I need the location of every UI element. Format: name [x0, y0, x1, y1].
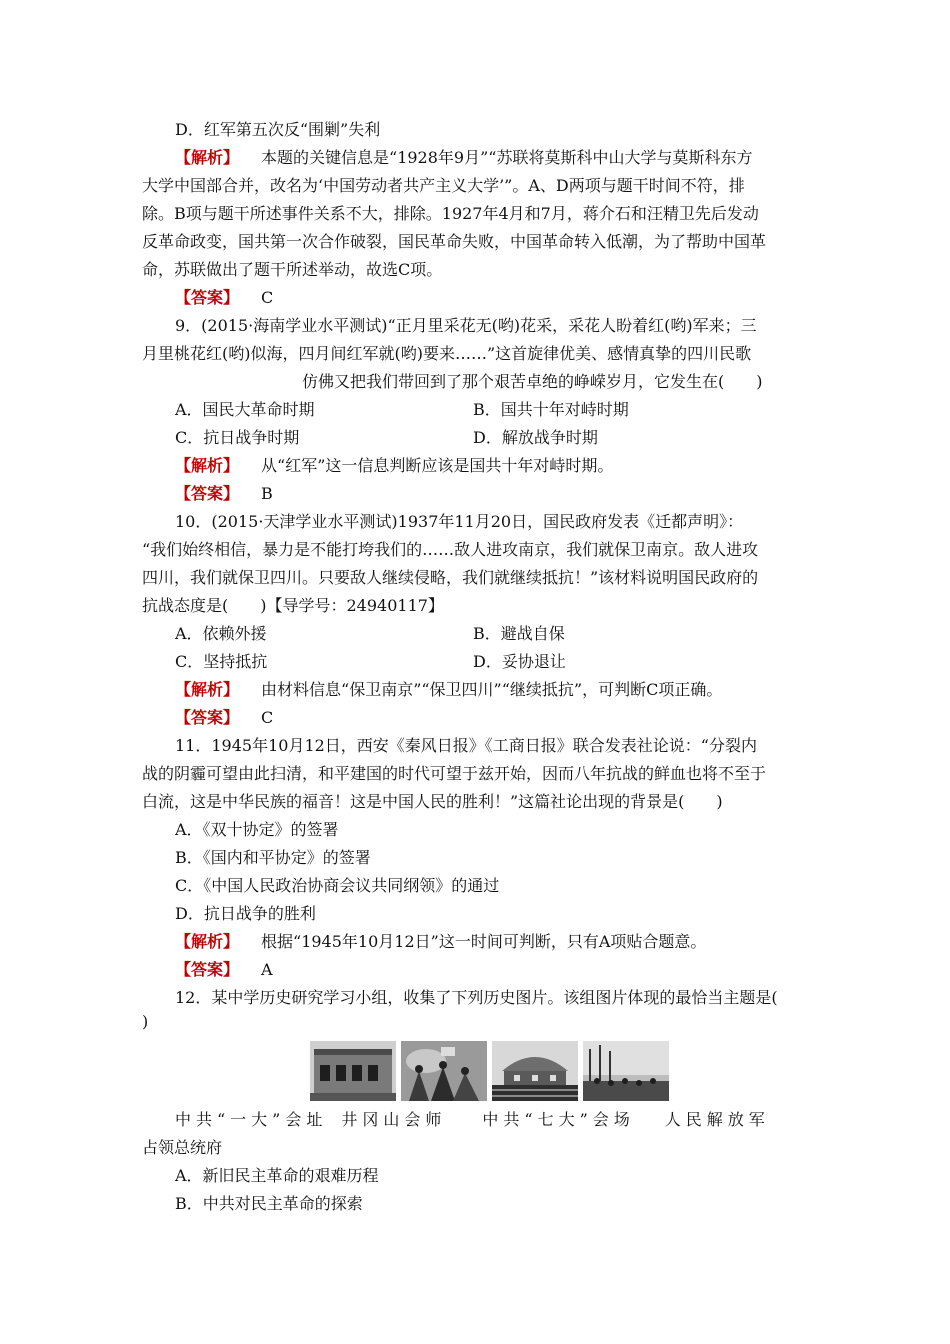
q10-option-d: D．妥协退让	[473, 652, 566, 671]
analysis-text: 本题的关键信息是“1928年9月”“苏联将莫斯科中山大学与莫斯科东方	[261, 148, 753, 167]
q9-stem-line-1: 9．(2015·海南学业水平测试)“正月里采花无(哟)花采，采花人盼着红(哟)军来；三	[175, 316, 757, 335]
answer-value: A	[261, 960, 273, 979]
q11-option-a: A．《双十协定》的签署	[175, 820, 339, 839]
caption-2: 井冈山会师	[341, 1110, 447, 1129]
photo-cpc-seventh-congress-hall	[492, 1041, 578, 1101]
caption-4-wrap: 占领总统府	[142, 1138, 223, 1157]
q11-option-c: C．《中国人民政治协商会议共同纲领》的通过	[175, 876, 500, 895]
q9-analysis	[175, 455, 613, 477]
caption-3: 中共“七大”会场	[482, 1110, 635, 1129]
photo-jinggangshan-meeting	[401, 1041, 487, 1101]
q11-stem-line-2: 战的阴霾可望由此扫清，和平建国的时代可望于兹开始，因而八年抗战的鲜血也将不至于	[142, 764, 767, 783]
q10-option-a: A．依赖外援	[175, 624, 267, 643]
q11-answer	[175, 959, 273, 981]
q9-option-a: A．国民大革命时期	[175, 400, 315, 419]
q12-option-b: B．中共对民主革命的探索	[175, 1194, 363, 1213]
q10-stem-line-4: 抗战态度是( )【导学号：24940117】	[142, 596, 444, 615]
q8-analysis-line-4: 反革命政变，国共第一次合作破裂，国民革命失败，中国革命转入低潮，为了帮助中国革	[142, 232, 767, 251]
q10-analysis	[175, 679, 722, 701]
q12-stem-line-2: )	[142, 1012, 149, 1031]
q9-answer	[175, 483, 273, 505]
q9-option-c: C．抗日战争时期	[175, 428, 300, 447]
q10-option-c: C．坚持抵抗	[175, 652, 268, 671]
answer-tag: 【答案】	[175, 708, 240, 727]
answer-tag: 【答案】	[175, 484, 240, 503]
q8-analysis-line-3: 除。B项与题干所述事件关系不大，排除。1927年4月和7月，蒋介石和汪精卫先后发动	[142, 204, 759, 223]
analysis-text: 从“红军”这一信息判断应该是国共十年对峙时期。	[261, 456, 614, 475]
q10-stem-line-1: 10．(2015·天津学业水平测试)1937年11月20日，国民政府发表《迁都声明》：	[175, 512, 744, 531]
photo-cpc-first-congress-site	[310, 1041, 396, 1101]
q8-answer	[175, 287, 273, 309]
q8-option-d: D．红军第五次反“围剿”失利	[175, 120, 381, 139]
q12-stem-line-1: 12．某中学历史研究学习小组，收集了下列历史图片。该组图片体现的最恰当主题是(	[175, 988, 778, 1007]
answer-value: C	[261, 288, 274, 307]
answer-value: C	[261, 708, 274, 727]
analysis-text: 根据“1945年10月12日”这一时间可判断，只有A项贴合题意。	[261, 932, 707, 951]
analysis-tag: 【解析】	[175, 456, 240, 475]
analysis-text: 由材料信息“保卫南京”“保卫四川”“继续抵抗”，可判断C项正确。	[261, 680, 723, 699]
q10-stem-line-3: 四川，我们就保卫四川。只要敌人继续侵略，我们就继续抵抗！”该材料说明国民政府的	[142, 568, 759, 587]
q9-stem-line-2: 月里桃花红(哟)似海，四月间红军就(哟)要来……”这首旋律优美、感情真挚的四川民歌	[142, 344, 752, 363]
answer-value: B	[261, 484, 273, 503]
caption-4: 人民解放军	[664, 1110, 770, 1129]
analysis-tag: 【解析】	[175, 680, 240, 699]
photo-pla-occupies-presidential-palace	[583, 1041, 669, 1101]
q11-analysis	[175, 931, 706, 953]
q8-analysis-line-2: 大学中国部合并，改名为‘中国劳动者共产主义大学’”。A、D两项与题干时间不符，排	[142, 176, 745, 195]
q8-analysis-line-5: 命，苏联做出了题干所述举动，故选C项。	[142, 260, 443, 279]
q11-stem-line-3: 白流，这是中华民族的福音！这是中国人民的胜利！”这篇社论出现的背景是( )	[142, 792, 723, 811]
answer-tag: 【答案】	[175, 288, 240, 307]
q12-option-a: A．新旧民主革命的艰难历程	[175, 1166, 379, 1185]
q11-stem-line-1: 11．1945年10月12日，西安《秦风日报》《工商日报》联合发表社论说：“分裂内	[175, 736, 757, 755]
q9-option-b: B．国共十年对峙时期	[473, 400, 629, 419]
q11-option-d: D．抗日战争的胜利	[175, 904, 316, 923]
q8-analysis-line-1	[175, 147, 752, 169]
analysis-tag: 【解析】	[175, 148, 240, 167]
q9-option-d: D．解放战争时期	[473, 428, 598, 447]
q10-option-b: B．避战自保	[473, 624, 565, 643]
q10-answer	[175, 707, 273, 729]
analysis-tag: 【解析】	[175, 932, 240, 951]
q10-stem-line-2: “我们始终相信，暴力是不能打垮我们的……敌人进攻南京，我们就保卫南京。敌人进攻	[142, 540, 759, 559]
q9-stem-line-3: 仿佛又把我们带回到了那个艰苦卓绝的峥嵘岁月，它发生在( )	[302, 372, 763, 391]
answer-tag: 【答案】	[175, 960, 240, 979]
q11-option-b: B．《国内和平协定》的签署	[175, 848, 371, 867]
caption-1: 中共“一大”会址	[175, 1110, 328, 1129]
photo-captions	[175, 1109, 770, 1131]
historical-photo-strip	[310, 1041, 672, 1101]
